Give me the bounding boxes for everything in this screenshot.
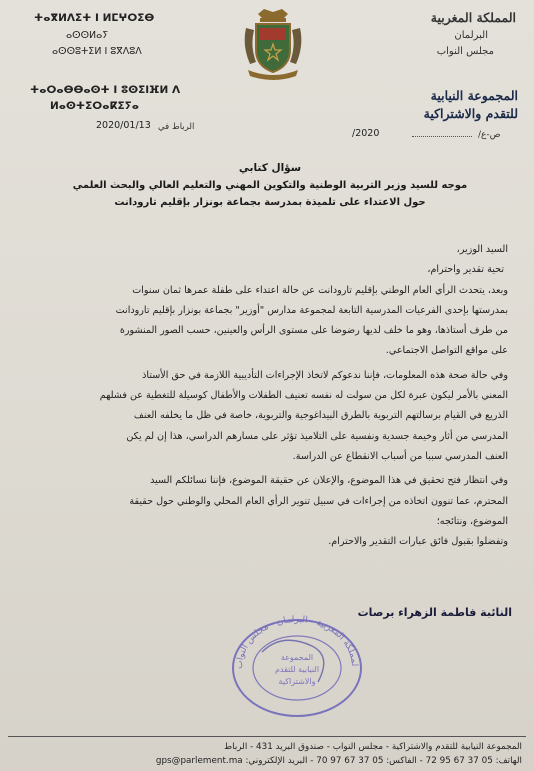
- reference-year: /2020: [352, 128, 380, 139]
- question-title-block: [40, 160, 500, 211]
- header-group-2: للتقدم والاشتراكية: [423, 106, 518, 121]
- tifinagh-chamber: ⴰⵙⵙⵓⵜⵉⵍ ⵏ ⵓⴳⴷⵓⴷ: [52, 46, 142, 57]
- reference-label: ص-ع/: [478, 130, 501, 140]
- paragraph-2-line-3: الذريع في القيام برسالتهم التربوية بالطرق البيداغوجية والتربوية، خاصة في ظل ما يخلفه العنف: [133, 410, 508, 422]
- footer-phone-fax: الهاتف: 05 37 67 95 72 - الفاكس: 05 37 67 97 70 - البريد الإلكتروني:: [245, 756, 522, 766]
- paragraph-1-line-2: بمدرستها بإحدى الفرعيات المدرسية التابعة لمجموعة مدارس "أوزير" بجماعة بونزار بإقليم تارودانت: [115, 304, 508, 316]
- paragraph-3-line-3: الموضوع، ونتائجه؛: [436, 515, 508, 527]
- paragraph-1-line-4: على مواقع التواصل الاجتماعي.: [385, 345, 508, 357]
- paragraph-2-line-1: وفي حالة صحة هذه المعلومات، فإننا ندعوكم لاتخاذ الإجراءات التأديبية اللازمة في حق الأستاذ: [142, 369, 508, 381]
- letter-body: [38, 240, 508, 552]
- tifinagh-group-1: ⵜⴰⵔⴰⴱⴱⴰⵙⵜ ⵏ ⵓⵙⵉⵏⴼⵍ ⴷ: [30, 84, 181, 96]
- footer-address: المجموعة النيابية للتقدم والاشتراكية - مجلس النواب - صندوق البريد 431 - الرباط: [224, 742, 522, 752]
- paragraph-2-line-4: المدرسي من أثار وخيمة جسدية ونفسية على التلاميذ تؤثر على مسارهم الدراسي، هذا إن لم يكن: [126, 430, 508, 442]
- official-stamp: [222, 612, 372, 722]
- stamp-inner-text-1: المجموعة: [280, 653, 314, 662]
- footer-email[interactable]: gps@parlement.ma: [155, 756, 243, 766]
- paragraph-1-line-3: من طرف أستاذها، وهو ما خلف لديها رضوضا على مستوى الرأس والعينين، حسب الصور المنشورة: [119, 325, 508, 337]
- tifinagh-group-2: ⵍⴰⵙⵜⵉⵔⴰⴽⵉⵢⴰ: [50, 100, 140, 112]
- moroccan-coat-of-arms-emblem: [238, 6, 308, 84]
- header-kingdom: المملكة المغربية: [430, 10, 516, 25]
- greeting: تحية تقدير واحترام،: [427, 264, 504, 276]
- paragraph-1-line-1: وبعد، يتحدث الرأي العام الوطني بإقليم تارودانت عن حالة اعتداء على طفلة عمرها ثمان سنوات: [132, 284, 508, 296]
- tifinagh-parliament: ⴰⵙⵙⵍⴰⵢ: [66, 30, 109, 41]
- paragraph-2-line-2: المعني بالأمر ليكون عبرة لكل من سولت له نفسه تعنيف الطفلات والأطفال كوسيلة للتغطية عن فشلهم: [99, 390, 508, 402]
- paragraph-2-line-5: العنف المدرسي سببا من أسباب الانقطاع عن الدراسة.: [292, 450, 508, 462]
- question-addressee: موجه للسيد وزير التربية الوطنية والتكوين المهني والتعليم العالي والبحث العلمي: [72, 180, 468, 191]
- paragraph-3-line-1: وفي انتظار فتح تحقيق في هذا الموضوع، والإعلان عن حقيقة الموضوع، فإننا نسائلكم السيد: [150, 475, 508, 487]
- closing-formula: وتفضلوا بقبول فائق عبارات التقدير والاحترام.: [328, 536, 508, 548]
- stamp-inner-text-3: والاشتراكية: [278, 677, 316, 686]
- footer-contact: [12, 756, 522, 766]
- signatory-name: النائبة فاطمة الزهراء برصات: [357, 606, 512, 619]
- stamp-outer-text: لمملكة المغربية - البرلمان - مجلس النواب: [234, 614, 360, 670]
- stamp-inner-text-2: النيابية للتقدم: [274, 665, 320, 674]
- reference-blank: [412, 136, 472, 137]
- date-label: الرباط في: [158, 122, 195, 132]
- tifinagh-kingdom: ⵜⴰⴳⵍⴷⵉⵜ ⵏ ⵍⵎⵖⵔⵉⴱ: [34, 12, 155, 24]
- header-parliament: البرلمان: [454, 30, 488, 41]
- paragraph-3-line-2: المحترم، عما تنوون اتخاذه من إجراءات في سبيل تنوير الرأي العام المحلي والوطني حول حقيقة: [129, 495, 508, 507]
- header-chamber: مجلس النواب: [436, 46, 494, 57]
- date-value: 2020/01/13: [96, 120, 151, 131]
- header-group-1: المجموعة النيابية: [430, 88, 518, 103]
- question-type-title: سؤال كتابي: [238, 162, 302, 174]
- question-subject: حول الاعتداء على تلميذة بمدرسة بجماعة بونزار بإقليم تارودانت: [114, 197, 426, 208]
- salutation: السيد الوزير،: [456, 244, 508, 255]
- footer-divider: [8, 736, 526, 737]
